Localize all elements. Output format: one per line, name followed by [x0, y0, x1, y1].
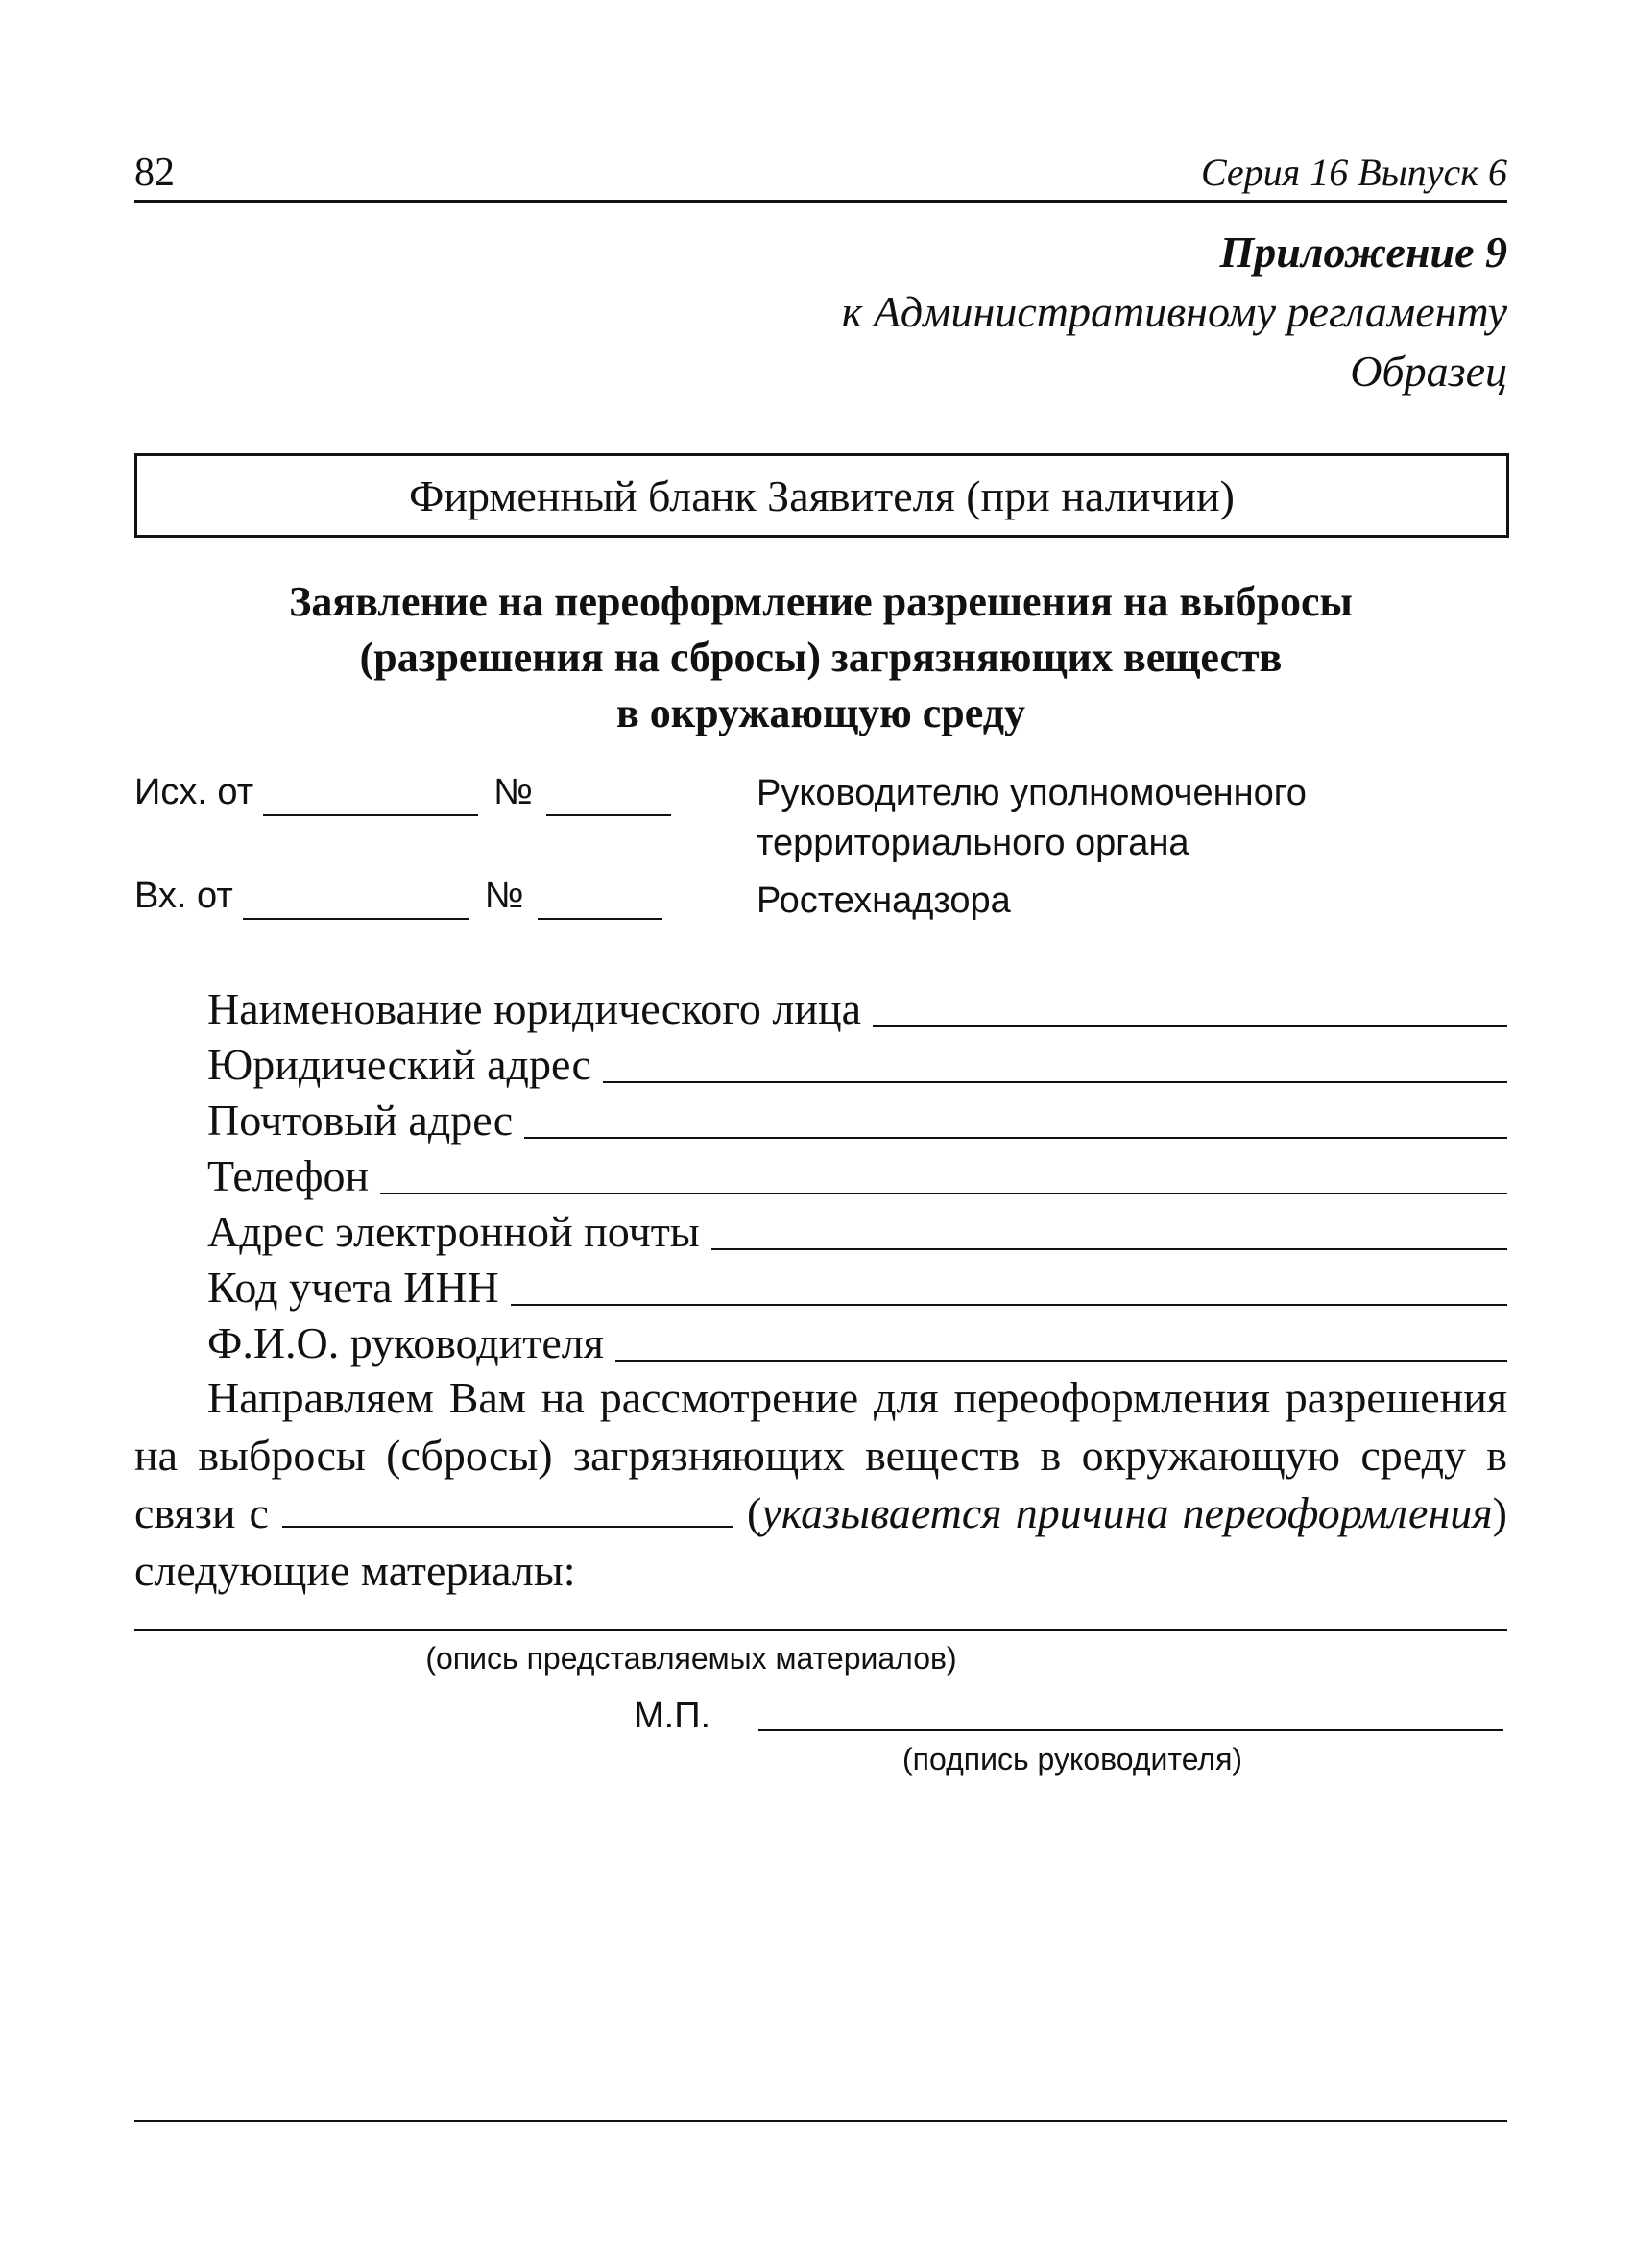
field-blank[interactable] — [603, 1043, 1507, 1083]
field-label: Юридический адрес — [207, 1040, 591, 1089]
heading-line-2: (разрешения на сбросы) загрязняющих веществ — [359, 634, 1283, 681]
field-legal-address — [207, 1037, 1507, 1093]
materials-caption — [134, 1639, 1507, 1677]
addressee-line-1: Руководителю уполномоченного — [757, 773, 1307, 813]
request-paragraph — [134, 1369, 1507, 1600]
field-label: Наименование юридического лица — [207, 984, 862, 1033]
field-label: Телефон — [207, 1151, 370, 1200]
footer-rule — [134, 2120, 1507, 2122]
field-blank[interactable] — [615, 1321, 1507, 1362]
signature-caption: (подпись руководителя) — [902, 1742, 1243, 1776]
field-blank[interactable] — [511, 1266, 1507, 1306]
addressee-block — [757, 768, 1307, 926]
signature-field[interactable] — [758, 1729, 1503, 1731]
appendix-block — [842, 223, 1507, 401]
field-blank[interactable] — [380, 1154, 1507, 1194]
field-label: Ф.И.О. руководителя — [207, 1318, 604, 1367]
reason-field[interactable] — [282, 1487, 733, 1528]
incoming-number-sign: № — [484, 876, 524, 916]
paragraph-text-2: ) следующие материалы: — [134, 1488, 1507, 1595]
field-blank[interactable] — [524, 1098, 1507, 1139]
field-phone — [207, 1148, 1507, 1204]
outgoing-number-field[interactable] — [546, 780, 671, 816]
field-email — [207, 1204, 1507, 1260]
materials-list-field[interactable] — [134, 1629, 1507, 1631]
appendix-subtitle: к Административному регламенту — [841, 287, 1507, 336]
incoming-date-field[interactable] — [243, 883, 469, 920]
appendix-sample: Образец — [1350, 347, 1507, 396]
incoming-number-field[interactable] — [538, 883, 662, 920]
addressee-line-2: территориального органа — [757, 823, 1189, 863]
field-inn — [207, 1260, 1507, 1315]
field-label: Адрес электронной почты — [207, 1207, 700, 1256]
materials-caption-text: (опись представляемых материалов) — [425, 1641, 957, 1676]
document-heading — [134, 574, 1507, 741]
page-number: 82 — [134, 151, 175, 195]
outgoing-registration — [134, 768, 671, 816]
appendix-title: Приложение 9 — [1219, 228, 1507, 277]
field-blank[interactable] — [711, 1210, 1507, 1250]
incoming-label: Вх. от — [134, 876, 233, 916]
field-director-name — [207, 1315, 1507, 1371]
field-legal-name — [207, 981, 1507, 1037]
series-issue: Серия 16 Выпуск 6 — [1200, 151, 1507, 194]
outgoing-label: Исх. от — [134, 772, 254, 812]
addressee-line-3: Ростехнадзора — [757, 881, 1011, 921]
paragraph-text-1: Направляем Вам на рассмотрение для переоформления разрешения на выбросы (сбросы) загрязняющих веществ в окружающую среду в связи с — [134, 1373, 1507, 1537]
header-rule — [134, 200, 1507, 203]
reason-hint: указывается причина переоформления — [761, 1488, 1493, 1537]
outgoing-date-field[interactable] — [263, 780, 478, 816]
applicant-fields — [207, 981, 1507, 1371]
paragraph-open-paren: ( — [746, 1488, 762, 1537]
heading-line-3: в окружающую среду — [616, 689, 1025, 736]
letterhead-box — [134, 453, 1509, 538]
field-label: Код учета ИНН — [207, 1263, 499, 1312]
stamp-label: М.П. — [634, 1696, 711, 1736]
field-postal-address — [207, 1093, 1507, 1148]
field-label: Почтовый адрес — [207, 1096, 514, 1145]
outgoing-number-sign: № — [493, 772, 533, 812]
letterhead-text: Фирменный бланк Заявителя (при наличии) — [409, 470, 1235, 520]
incoming-registration — [134, 872, 662, 920]
heading-line-1: Заявление на переоформление разрешения на выбросы — [289, 578, 1353, 625]
field-blank[interactable] — [873, 987, 1507, 1027]
